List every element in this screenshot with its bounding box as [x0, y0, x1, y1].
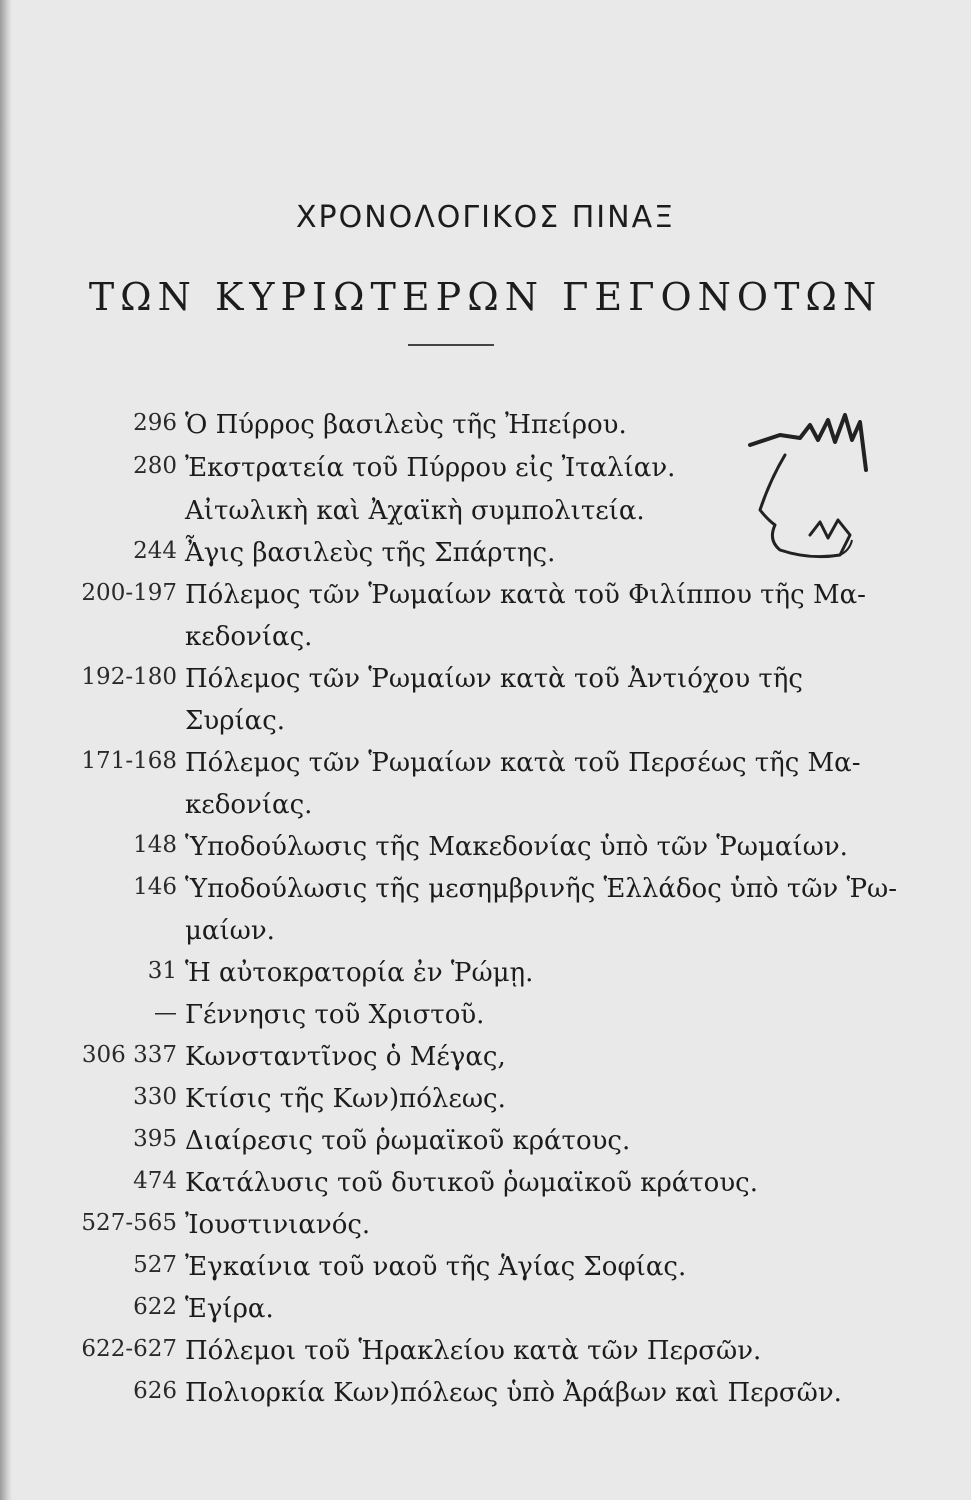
entry-text: Διαίρεσις τοῦ ῥωμαϊκοῦ κράτους.: [185, 1126, 631, 1156]
entry-text: Πόλεμος τῶν Ῥωμαίων κατὰ τοῦ Περσέως τῆς Μα-: [185, 748, 861, 778]
chronology-row: [0, 1210, 971, 1250]
entry-date: 622-627: [81, 1336, 177, 1362]
entry-text: Πόλεμος τῶν Ῥωμαίων κατὰ τοῦ Φιλίππου τῆς Μα-: [185, 580, 866, 610]
page-title: ΧΡΟΝΟΛΟΓΙΚΟΣ ΠΙΝΑΞ: [295, 200, 676, 235]
page-subtitle: ΤΩΝ ΚΥΡΙΩΤΕΡΩΝ ΓΕΓΟΝΟΤΩΝ: [88, 275, 883, 319]
entry-text: Ἆγις βασιλεὺς τῆς Σπάρτης.: [185, 538, 556, 568]
entry-text: Κατάλυσις τοῦ δυτικοῦ ῥωμαϊκοῦ κράτους.: [185, 1168, 758, 1198]
entry-text: Αἰτωλικὴ καὶ Ἀχαϊκὴ συμπολιτεία.: [185, 496, 645, 526]
chronology-row: [0, 1168, 971, 1208]
chronology-row: [0, 1378, 971, 1418]
entry-date: 31: [147, 958, 177, 984]
entry-date: —: [154, 1000, 177, 1026]
entry-date: 148: [133, 832, 177, 858]
chronology-row: [0, 1126, 971, 1166]
chronology-row-continuation: [0, 622, 971, 662]
entry-date: 280: [133, 453, 177, 479]
chronology-row: [0, 1252, 971, 1292]
entry-date: 200-197: [81, 580, 177, 606]
pencil-sketch-icon: [740, 400, 890, 590]
chronology-row: [0, 1294, 971, 1334]
entry-date: 626: [133, 1378, 177, 1404]
entry-date: 527: [133, 1252, 177, 1278]
chronology-row: [0, 664, 971, 704]
entry-date: 622: [133, 1294, 177, 1320]
chronology-row-continuation: [0, 706, 971, 746]
entry-date: 146: [133, 874, 177, 900]
entry-date: 330: [133, 1084, 177, 1110]
entry-date: 395: [133, 1126, 177, 1152]
entry-text: Πόλεμος τῶν Ῥωμαίων κατὰ τοῦ Ἀντιόχου τῆς: [185, 664, 803, 694]
chronology-row: [0, 832, 971, 872]
entry-text: Ἐκστρατεία τοῦ Πύρρου εἰς Ἰταλίαν.: [185, 453, 676, 483]
entry-text: Γέννησις τοῦ Χριστοῦ.: [185, 1000, 485, 1030]
chronology-row: [0, 1000, 971, 1040]
chronology-row: [0, 874, 971, 914]
entry-date: 527-565: [81, 1210, 177, 1236]
entry-text: Ἰουστινιανός.: [185, 1210, 371, 1240]
title-divider: [408, 344, 494, 346]
entry-date: 171-168: [81, 748, 177, 774]
entry-text: Ὁ Πύρρος βασιλεὺς τῆς Ἠπείρου.: [185, 410, 627, 440]
entry-text: κεδονίας.: [185, 622, 313, 652]
entry-date: 192-180: [81, 664, 177, 690]
entry-date: 474: [133, 1168, 177, 1194]
entry-date: 296: [133, 410, 177, 436]
chronology-row: [0, 1336, 971, 1376]
entry-text: Ἑγίρα.: [185, 1294, 274, 1324]
entry-text: Πολιορκία Κων)πόλεως ὑπὸ Ἀράβων καὶ Περσῶν.: [185, 1378, 842, 1408]
chronology-row: [0, 1084, 971, 1124]
chronology-row: [0, 958, 971, 998]
entry-text: Ὑποδούλωσις τῆς μεσημβρινῆς Ἑλλάδος ὑπὸ τῶν Ῥω-: [185, 874, 898, 904]
entry-text: Κτίσις τῆς Κων)πόλεως.: [185, 1084, 506, 1114]
chronology-row: [0, 748, 971, 788]
entry-text: Ὑποδούλωσις τῆς Μακεδονίας ὑπὸ τῶν Ῥωμαίων.: [185, 832, 848, 862]
chronology-row-continuation: [0, 916, 971, 956]
entry-text: κεδονίας.: [185, 790, 313, 820]
entry-date: 306 337: [81, 1042, 177, 1068]
chronology-row: [0, 1042, 971, 1082]
entry-text: Ἡ αὐτοκρατορία ἐν Ῥώμῃ.: [185, 958, 534, 988]
chronology-row-continuation: [0, 790, 971, 830]
entry-text: Πόλεμοι τοῦ Ἡρακλείου κατὰ τῶν Περσῶν.: [185, 1336, 762, 1366]
entry-text: Κωνσταντῖνος ὁ Μέγας,: [185, 1042, 506, 1072]
entry-text: Ἐγκαίνια τοῦ ναοῦ τῆς Ἁγίας Σοφίας.: [185, 1252, 687, 1282]
entry-date: 244: [133, 538, 177, 564]
entry-text: μαίων.: [185, 916, 275, 946]
entry-text: Συρίας.: [185, 706, 286, 736]
